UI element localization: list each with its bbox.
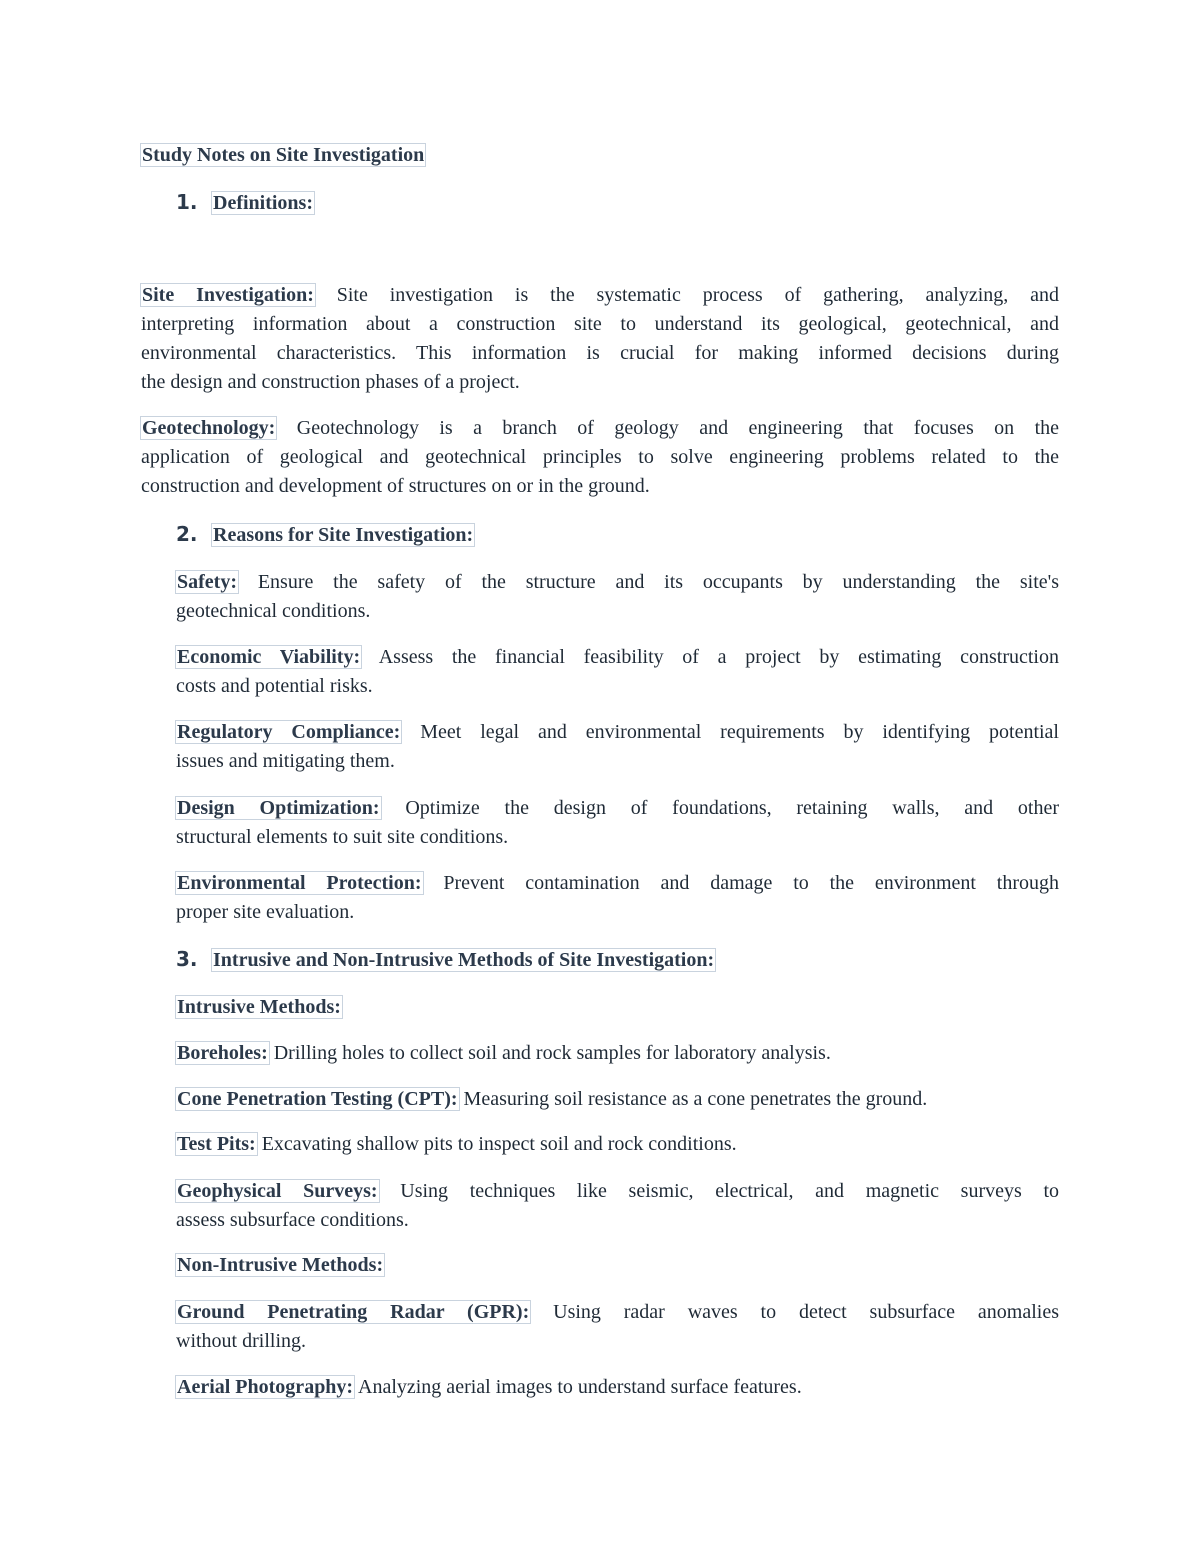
paragraph-line — [176, 568, 1059, 597]
line-text: Prevent contamination and damage to the environment through — [443, 872, 1059, 894]
method-gpr — [176, 1298, 1059, 1356]
paragraph-line — [176, 794, 1059, 823]
document-title — [141, 141, 425, 170]
reason-regulatory-compliance — [176, 718, 1059, 776]
line-text: Using radar waves to detect subsurface anomalies — [553, 1301, 1059, 1323]
subheading-text: Intrusive Methods: — [177, 996, 341, 1018]
section-1-heading — [212, 189, 314, 218]
term: Aerial Photography: — [177, 1376, 354, 1398]
section-3-number: 3. — [176, 947, 198, 971]
term: Design Optimization: — [177, 797, 380, 819]
reason-safety — [176, 568, 1059, 626]
section-2-number: 2. — [176, 522, 198, 546]
section-1-number: 1. — [176, 190, 198, 214]
line-text: Analyzing aerial images to understand surface features. — [358, 1376, 802, 1398]
paragraph-line: application of geological and geotechnical principles to solve engineering problems related to the — [141, 446, 1059, 468]
paragraph-line — [141, 281, 1059, 310]
term: Ground Penetrating Radar (GPR): — [177, 1301, 530, 1323]
paragraph-line: issues and mitigating them. — [176, 750, 395, 772]
term: Geotechnology: — [142, 417, 276, 439]
term: Economic Viability: — [177, 646, 361, 668]
paragraph-line — [176, 1130, 1059, 1159]
term: Geophysical Surveys: — [177, 1180, 378, 1202]
paragraph-line — [176, 718, 1059, 747]
line-text: Using techniques like seismic, electrical, and magnetic surveys to — [400, 1180, 1060, 1202]
paragraph-line: construction and development of structures on or in the ground. — [141, 475, 650, 497]
paragraph-line — [176, 1373, 1059, 1402]
method-aerial-photography — [176, 1373, 1059, 1402]
paragraph-line: proper site evaluation. — [176, 901, 355, 923]
line-text: Measuring soil resistance as a cone penetrates the ground. — [463, 1088, 928, 1110]
line-text: Drilling holes to collect soil and rock samples for laboratory analysis. — [273, 1042, 831, 1064]
paragraph-line — [176, 1039, 1059, 1068]
section-2-heading-text: Reasons for Site Investigation: — [213, 524, 474, 546]
term: Test Pits: — [177, 1133, 256, 1155]
paragraph-line: environmental characteristics. This information is crucial for making informed decisions during — [141, 342, 1059, 364]
term: Safety: — [177, 571, 237, 593]
term: Environmental Protection: — [177, 872, 422, 894]
line-text: Assess the financial feasibility of a project by estimating construction — [378, 646, 1059, 668]
paragraph-line — [176, 1177, 1059, 1206]
line-text: Meet legal and environmental requirements by identifying potential — [420, 721, 1059, 743]
section-3-heading — [212, 946, 715, 975]
subheading-text: Non-Intrusive Methods: — [177, 1254, 384, 1276]
section-2-heading — [212, 521, 474, 550]
paragraph-line: assess subsurface conditions. — [176, 1209, 409, 1231]
paragraph-line: without drilling. — [176, 1330, 306, 1352]
paragraph-line: geotechnical conditions. — [176, 600, 371, 622]
definition-site-investigation — [141, 281, 1059, 397]
line-text: Site investigation is the systematic process of gathering, analyzing, and — [336, 284, 1060, 306]
line-text: Geotechnology is a branch of geology and engineering that focuses on the — [296, 417, 1060, 439]
term: Boreholes: — [177, 1042, 268, 1064]
paragraph-line — [176, 1085, 1059, 1114]
paragraph-line — [176, 643, 1059, 672]
paragraph-line: costs and potential risks. — [176, 675, 373, 697]
term: Cone Penetration Testing (CPT): — [177, 1088, 458, 1110]
reason-economic-viability — [176, 643, 1059, 701]
section-3-heading-text: Intrusive and Non-Intrusive Methods of Site Investigation: — [213, 949, 715, 971]
paragraph-line: interpreting information about a construction site to understand its geological, geotechnical, and — [141, 313, 1059, 335]
method-test-pits — [176, 1130, 1059, 1159]
paragraph-line: structural elements to suit site conditions. — [176, 826, 509, 848]
definition-geotechnology — [141, 414, 1059, 501]
section-1-heading-text: Definitions: — [213, 192, 313, 214]
paragraph-line: the design and construction phases of a project. — [141, 371, 520, 393]
non-intrusive-methods-heading — [176, 1251, 384, 1280]
line-text: Ensure the safety of the structure and its occupants by understanding the site's — [257, 571, 1060, 593]
paragraph-line — [176, 1298, 1059, 1327]
method-cpt — [176, 1085, 1059, 1114]
line-text: Excavating shallow pits to inspect soil and rock conditions. — [261, 1133, 737, 1155]
line-text: Optimize the design of foundations, retaining walls, and other — [405, 797, 1059, 819]
paragraph-line — [141, 414, 1059, 443]
term: Site Investigation: — [142, 284, 314, 306]
reason-design-optimization — [176, 794, 1059, 852]
intrusive-methods-heading — [176, 993, 342, 1022]
method-boreholes — [176, 1039, 1059, 1068]
title-text: Study Notes on Site Investigation — [142, 144, 425, 166]
method-geophysical-surveys — [176, 1177, 1059, 1235]
paragraph-line — [176, 869, 1059, 898]
term: Regulatory Compliance: — [177, 721, 401, 743]
reason-environmental-protection — [176, 869, 1059, 927]
